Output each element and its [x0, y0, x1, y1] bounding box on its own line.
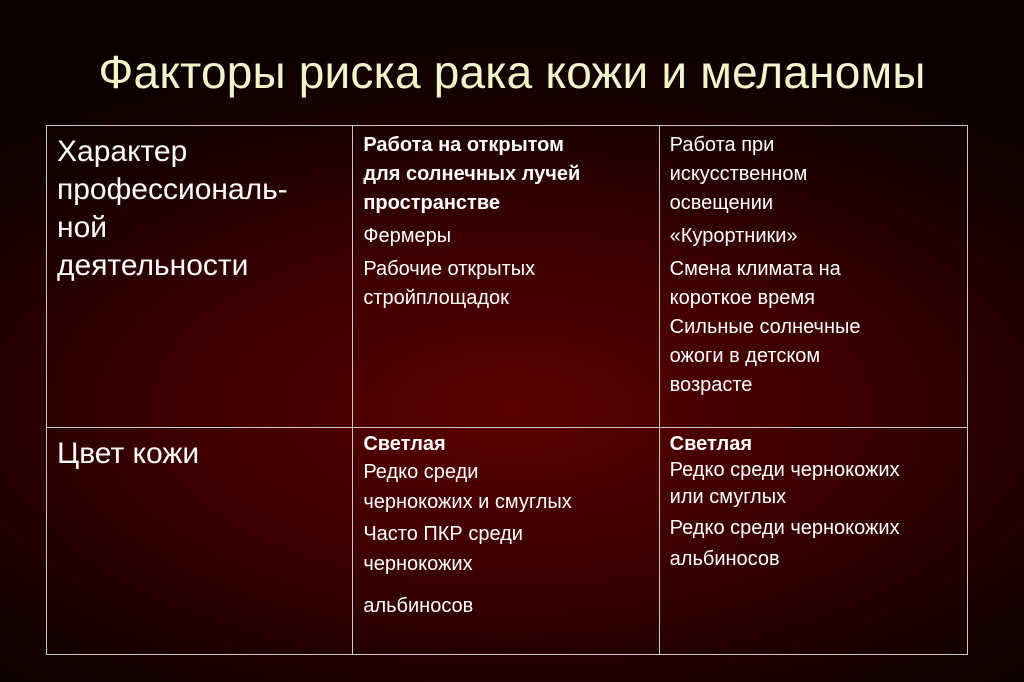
- cell-heading: [670, 131, 961, 218]
- cell-heading-line: Работа на открытом: [363, 134, 564, 156]
- cell-heading-line: Светлая: [363, 433, 446, 455]
- cell-occupation-outdoor: [353, 126, 659, 428]
- cell-item-line: ожоги в детском: [669, 345, 821, 367]
- cell-item-line: чернокожих и смуглых: [363, 491, 572, 513]
- cell-item: [670, 457, 961, 511]
- row-header-line: Характер: [57, 135, 188, 168]
- cell-item-line: или смуглых: [669, 486, 787, 508]
- table-row-occupation: [47, 126, 968, 428]
- cell-heading: [670, 433, 961, 455]
- cell-item-line: альбиносов: [363, 595, 474, 617]
- row-header-line: ной: [57, 211, 108, 244]
- row-header-skin-color: [47, 428, 353, 655]
- cell-item-line: стройплощадок: [363, 287, 509, 309]
- cell-heading-line: искусственном: [669, 163, 808, 185]
- cell-item-line: «Курортники»: [669, 225, 798, 247]
- cell-item-line: Фермеры: [363, 225, 452, 247]
- cell-heading: [363, 131, 652, 218]
- cell-item: [363, 457, 652, 517]
- cell-item-line: Редко среди чернокожих: [669, 459, 900, 481]
- cell-item-line: Редко среди: [363, 461, 479, 483]
- cell-heading-line: пространстве: [363, 192, 500, 214]
- cell-heading-line: Работа при: [669, 134, 775, 156]
- cell-heading-line: освещении: [669, 192, 774, 214]
- cell-item: [363, 222, 652, 251]
- cell-occupation-artificial-light: [659, 126, 967, 428]
- cell-heading-line: Светлая: [669, 433, 753, 455]
- cell-item: [363, 519, 652, 579]
- cell-item-line: Сильные солнечные: [669, 316, 861, 338]
- cell-item: [670, 222, 961, 251]
- risk-factors-table: [46, 125, 968, 655]
- cell-skin-color-col3: [659, 428, 967, 655]
- cell-heading-line: для солнечных лучей: [363, 163, 581, 185]
- cell-item: [670, 513, 961, 575]
- cell-item-line: альбиносов: [669, 548, 780, 570]
- row-header-line: деятельности: [57, 249, 249, 282]
- cell-item-line: чернокожих: [363, 553, 473, 575]
- cell-heading: [363, 433, 652, 455]
- cell-item: [363, 255, 652, 313]
- slide-title: Факторы риска рака кожи и меланомы: [98, 46, 926, 98]
- cell-skin-color-col2: [353, 428, 659, 655]
- cell-item-line: возрасте: [669, 374, 753, 396]
- cell-item-line: Редко среди чернокожих: [669, 517, 900, 539]
- cell-item: [363, 591, 652, 621]
- cell-item-line: Смена климата на: [669, 258, 841, 280]
- cell-item-line: Часто ПКР среди: [363, 523, 523, 545]
- row-header-line: профессиональ-: [57, 173, 288, 206]
- cell-item-line: Рабочие открытых: [363, 258, 536, 280]
- row-header-occupation: [47, 126, 353, 428]
- row-header-line: Цвет кожи: [57, 437, 200, 470]
- cell-item: [670, 255, 961, 400]
- table-row-skin-color: [47, 428, 968, 655]
- cell-item-line: короткое время: [669, 287, 815, 309]
